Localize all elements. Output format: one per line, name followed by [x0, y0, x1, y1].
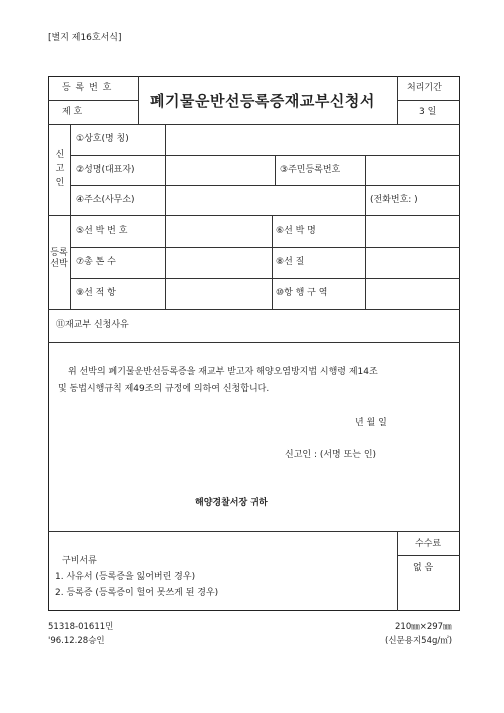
footer-approval-no: 51318-01611민	[48, 622, 114, 632]
fee-col-line	[397, 531, 398, 611]
resident-no-label: ③주민등록번호	[280, 165, 341, 175]
header-left-mid-line	[48, 100, 138, 101]
processing-period-value: 3 일	[419, 107, 437, 117]
applicant-label-col	[165, 124, 166, 215]
reg-no-label: 등 록 번 호	[62, 83, 113, 93]
row-line-1	[70, 155, 460, 156]
row-line-2	[70, 185, 460, 186]
document-item-2: 2. 등록증 (등록증이 헐어 못쓰게 된 경우)	[55, 588, 219, 598]
address-label: ④주소(사무소)	[76, 195, 135, 205]
port-label: ⑨선 적 항	[76, 288, 116, 298]
footer-approval-date: '96.12.28승인	[48, 636, 105, 646]
vessel-bottom-line	[48, 309, 460, 310]
trade-name-label: ①상호(명 칭)	[76, 134, 129, 144]
processing-period-label: 처리기간	[407, 83, 442, 93]
vessel-no-label: ⑤선 박 번 호	[76, 226, 128, 236]
page-title: 폐기물운반선등록증재교부신청서	[150, 92, 375, 110]
reason-bottom-line	[48, 342, 460, 343]
statement-text	[58, 364, 454, 398]
vessel-col-2	[272, 215, 273, 309]
tonnage-label: ⑦총 톤 수	[76, 257, 116, 267]
header-right-mid-line	[397, 100, 460, 101]
vessel-col-1	[165, 215, 166, 309]
reason-label: ⑪재교부 신청사유	[56, 320, 129, 330]
vessel-section-label: 등록선박	[50, 248, 68, 269]
footer-paper-type: (신문용지54g/㎡)	[385, 636, 453, 646]
documents-top-line	[48, 531, 460, 532]
route-label: ⑩항 행 구 역	[276, 288, 328, 298]
fee-label: 수수료	[415, 539, 442, 549]
applicant-section-divider	[70, 124, 71, 215]
header-divider-left	[138, 76, 139, 124]
signer-line: 신고인 : (서명 또는 인)	[285, 450, 377, 460]
header-bottom-line	[48, 124, 460, 125]
vessel-col-3	[365, 215, 366, 309]
date-line: 년 월 일	[355, 418, 387, 428]
applicant-section-label: 신고인	[55, 150, 65, 188]
document-item-1: 1. 사유서 (등록증을 잃어버린 경우)	[55, 572, 196, 582]
footer-paper-size: 210㎜×297㎜	[395, 622, 452, 632]
documents-heading: 구비서류	[62, 556, 97, 566]
vessel-name-label: ⑥선 박 명	[276, 226, 316, 236]
vessel-section-divider	[70, 215, 71, 309]
resident-no-col-right	[365, 155, 366, 215]
statement-line-2: 및 동법시행규칙 제49조의 규정에 의하여 신청합니다.	[58, 384, 270, 394]
vessel-row-line-1	[70, 247, 460, 248]
vessel-row-line-2	[70, 278, 460, 279]
phone-label: (전화번호: )	[370, 195, 418, 205]
name-label: ②성명(대표자)	[76, 165, 135, 175]
addressee: 해양경찰서장 귀하	[195, 498, 268, 508]
form-number: [별지 제16호서식]	[48, 33, 122, 43]
applicant-bottom-line	[48, 215, 460, 216]
fee-value: 없 음	[413, 563, 434, 573]
material-label: ⑧선 질	[276, 257, 305, 267]
statement-line-1: 위 선박의 폐기물운반선등록증을 재교부 받고자 해양오염방지법 시행령 제14조	[68, 367, 378, 377]
reg-no-label-2: 제 호	[62, 107, 83, 117]
resident-no-col-left	[275, 155, 276, 185]
fee-mid-line	[397, 555, 460, 556]
